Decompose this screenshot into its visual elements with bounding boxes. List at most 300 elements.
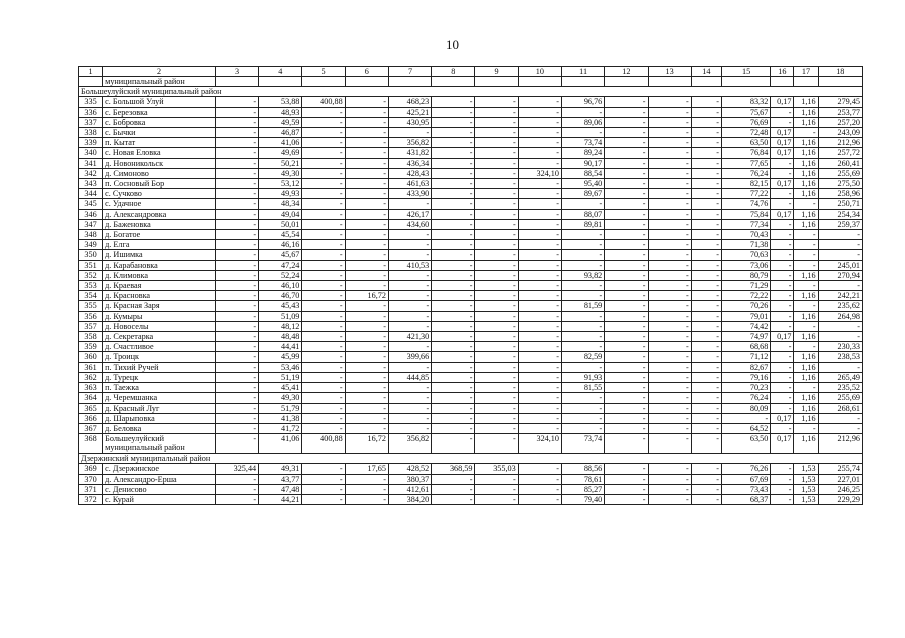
value-cell: - [302,117,345,127]
value-cell: - [561,128,604,138]
value-cell: - [215,168,258,178]
value-cell: - [605,332,648,342]
value-cell: - [648,332,691,342]
value-cell: - [518,474,561,484]
value-cell: - [605,383,648,393]
value-cell: - [818,230,862,240]
value-cell: 73,74 [561,138,604,148]
value-cell: - [648,250,691,260]
value-cell: - [648,281,691,291]
value-cell: 72,48 [721,128,770,138]
value-cell: - [215,352,258,362]
value-cell: - [518,128,561,138]
value-cell: 1,16 [794,413,818,423]
value-cell: - [518,352,561,362]
value-cell: - [345,179,388,189]
value-cell: - [691,352,721,362]
value-cell: - [691,403,721,413]
value-cell: - [388,423,431,433]
value-cell: - [794,383,818,393]
value-cell: - [518,494,561,504]
value-cell: - [518,138,561,148]
value-cell: - [605,158,648,168]
value-cell: 53,12 [259,179,302,189]
value-cell: - [605,107,648,117]
value-cell: - [388,281,431,291]
value-cell: - [605,494,648,504]
value-cell: 74,42 [721,321,770,331]
value-cell: - [605,393,648,403]
row-index: 368 [79,434,103,454]
value-cell: 0,17 [771,332,794,342]
value-cell: - [771,464,794,474]
value-cell: - [432,189,475,199]
value-cell: 64,52 [721,423,770,433]
value-cell: 89,06 [561,117,604,127]
value-cell: 50,01 [259,219,302,229]
value-cell: 235,62 [818,301,862,311]
value-cell: - [475,199,518,209]
value-cell: - [432,321,475,331]
value-cell: - [561,230,604,240]
value-cell: - [518,321,561,331]
value-cell: - [605,270,648,280]
empty-cell [432,77,475,87]
value-cell: - [794,301,818,311]
value-cell: 461,63 [388,179,431,189]
value-cell: - [605,128,648,138]
value-cell: 79,16 [721,372,770,382]
value-cell: 70,43 [721,230,770,240]
value-cell: 71,38 [721,240,770,250]
value-cell: - [302,209,345,219]
value-cell: - [648,321,691,331]
table-row [79,107,863,117]
value-cell: - [345,270,388,280]
row-index: 361 [79,362,103,372]
value-cell: - [215,128,258,138]
value-cell: 83,32 [721,97,770,107]
value-cell: 1,16 [794,107,818,117]
value-cell: - [691,484,721,494]
value-cell: - [432,158,475,168]
table-row [79,372,863,382]
value-cell: - [215,321,258,331]
value-cell: 268,61 [818,403,862,413]
locality-name: д. Секретарка [103,332,216,342]
column-header: 5 [302,67,345,77]
value-cell: 80,09 [721,403,770,413]
value-cell: 246,25 [818,484,862,494]
value-cell: - [302,484,345,494]
value-cell: 95,40 [561,179,604,189]
locality-name: д. Беловка [103,423,216,433]
value-cell: 257,72 [818,148,862,158]
value-cell: - [605,240,648,250]
row-index: 353 [79,281,103,291]
value-cell: 0,17 [771,179,794,189]
value-cell: - [432,423,475,433]
value-cell: 412,61 [388,484,431,494]
value-cell: - [432,281,475,291]
value-cell: - [432,148,475,158]
value-cell: - [345,352,388,362]
locality-name: д. Климовка [103,270,216,280]
value-cell: - [345,199,388,209]
value-cell: - [648,168,691,178]
value-cell: 425,21 [388,107,431,117]
value-cell: 90,17 [561,158,604,168]
value-cell: - [215,260,258,270]
value-cell: - [691,332,721,342]
table-row [79,240,863,250]
value-cell: - [475,352,518,362]
value-cell: - [345,260,388,270]
value-cell: 380,37 [388,474,431,484]
value-cell: - [561,332,604,342]
value-cell: 16,72 [345,291,388,301]
value-cell: - [561,250,604,260]
value-cell: - [475,332,518,342]
value-cell: 76,24 [721,393,770,403]
value-cell: - [691,260,721,270]
value-cell: - [215,250,258,260]
value-cell: - [518,484,561,494]
value-cell: 245,01 [818,260,862,270]
value-cell: 275,50 [818,179,862,189]
value-cell: - [345,403,388,413]
table-row [79,189,863,199]
locality-name: Большеулуйский муниципальный район [103,434,216,454]
value-cell: - [691,209,721,219]
locality-name: д. Турецк [103,372,216,382]
value-cell: - [605,189,648,199]
value-cell: - [771,352,794,362]
value-cell: 41,38 [259,413,302,423]
value-cell: 16,72 [345,434,388,454]
value-cell: - [818,250,862,260]
value-cell: - [215,209,258,219]
value-cell: 368,59 [432,464,475,474]
value-cell: 0,17 [771,413,794,423]
value-cell: - [302,352,345,362]
value-cell: - [561,413,604,423]
value-cell: 68,37 [721,494,770,504]
value-cell: - [561,240,604,250]
value-cell: - [345,474,388,484]
row-index: 356 [79,311,103,321]
value-cell: - [771,372,794,382]
value-cell: - [518,148,561,158]
value-cell: - [771,423,794,433]
column-header: 8 [432,67,475,77]
value-cell: 76,26 [721,464,770,474]
value-cell: 1,53 [794,494,818,504]
value-cell: - [302,240,345,250]
value-cell: - [518,219,561,229]
section-title: Большеулуйский муниципальный район [79,87,863,97]
value-cell: 51,79 [259,403,302,413]
value-cell: - [302,219,345,229]
empty-cell [388,77,431,87]
value-cell: 75,67 [721,107,770,117]
value-cell: - [475,250,518,260]
value-cell: - [432,311,475,321]
table-row [79,484,863,494]
value-cell: - [432,362,475,372]
value-cell: - [302,158,345,168]
value-cell: 1,16 [794,372,818,382]
table-row [79,230,863,240]
value-cell: - [432,403,475,413]
value-cell: 89,67 [561,189,604,199]
value-cell: - [475,97,518,107]
value-cell: - [432,301,475,311]
locality-name: д. Баженовка [103,219,216,229]
value-cell: - [302,281,345,291]
value-cell: - [518,250,561,260]
value-cell: 71,12 [721,352,770,362]
value-cell: - [475,434,518,454]
value-cell: - [388,128,431,138]
value-cell: - [794,230,818,240]
locality-name: д. Александровка [103,209,216,219]
value-cell: - [302,342,345,352]
value-cell: - [475,189,518,199]
value-cell: 88,56 [561,464,604,474]
value-cell: 356,82 [388,138,431,148]
value-cell: - [475,383,518,393]
value-cell: - [432,393,475,403]
value-cell: 1,16 [794,168,818,178]
value-cell: 421,30 [388,332,431,342]
value-cell: 71,29 [721,281,770,291]
value-cell: 324,10 [518,434,561,454]
value-cell: 47,48 [259,484,302,494]
value-cell: - [605,148,648,158]
value-cell: - [475,168,518,178]
value-cell: 79,01 [721,311,770,321]
value-cell: 253,77 [818,107,862,117]
value-cell: - [648,158,691,168]
locality-name: п. Тихий Ручей [103,362,216,372]
value-cell: - [691,321,721,331]
value-cell: - [691,138,721,148]
value-cell: 260,41 [818,158,862,168]
value-cell: - [475,393,518,403]
locality-name: д. Новоселы [103,321,216,331]
locality-name: д. Троицк [103,352,216,362]
table-row [79,97,863,107]
value-cell: - [345,138,388,148]
value-cell: 82,67 [721,362,770,372]
row-index: 345 [79,199,103,209]
value-cell: - [648,393,691,403]
value-cell: 431,82 [388,148,431,158]
column-header: 6 [345,67,388,77]
locality-name: с. Бобровка [103,117,216,127]
value-cell: - [302,393,345,403]
value-cell: - [561,342,604,352]
value-cell: - [605,230,648,240]
row-index: 362 [79,372,103,382]
value-cell: 91,93 [561,372,604,382]
value-cell: 44,41 [259,342,302,352]
column-header: 14 [691,67,721,77]
row-index: 364 [79,393,103,403]
value-cell: 80,79 [721,270,770,280]
value-cell: - [345,342,388,352]
value-cell: - [648,484,691,494]
value-cell: - [605,291,648,301]
value-cell: 254,34 [818,209,862,219]
value-cell: - [648,128,691,138]
value-cell: - [215,179,258,189]
empty-cell [79,77,103,87]
table-body [79,67,863,505]
value-cell: 45,43 [259,301,302,311]
empty-cell [345,77,388,87]
value-cell: - [691,158,721,168]
value-cell: - [345,107,388,117]
value-cell: 78,61 [561,474,604,484]
value-cell: - [605,209,648,219]
value-cell: - [475,372,518,382]
locality-name: д. Красная Заря [103,301,216,311]
value-cell: - [691,219,721,229]
value-cell: - [302,372,345,382]
column-header: 1 [79,67,103,77]
value-cell: - [518,270,561,280]
value-cell: - [648,138,691,148]
value-cell: - [302,291,345,301]
value-cell: 49,04 [259,209,302,219]
empty-cell [721,77,770,87]
column-header: 3 [215,67,258,77]
value-cell: - [648,270,691,280]
locality-name: д. Счастливое [103,342,216,352]
value-cell: 212,96 [818,434,862,454]
value-cell: - [648,148,691,158]
value-cell: - [771,281,794,291]
value-cell: - [432,97,475,107]
value-cell: - [518,342,561,352]
value-cell: 53,46 [259,362,302,372]
value-cell: 0,17 [771,209,794,219]
value-cell: - [302,301,345,311]
value-cell: - [605,168,648,178]
locality-name: д. Карабановка [103,260,216,270]
value-cell: - [302,189,345,199]
value-cell: - [215,117,258,127]
value-cell: 434,60 [388,219,431,229]
value-cell: 1,16 [794,434,818,454]
value-cell: 73,06 [721,260,770,270]
value-cell: - [648,117,691,127]
value-cell: - [345,301,388,311]
value-cell: - [561,199,604,209]
value-cell: - [215,362,258,372]
value-cell: - [432,219,475,229]
value-cell: - [605,281,648,291]
value-cell: - [432,383,475,393]
row-index: 350 [79,250,103,260]
table-row [79,219,863,229]
value-cell: - [605,413,648,423]
value-cell: 75,84 [721,209,770,219]
value-cell: - [432,291,475,301]
locality-name: д. Ишимка [103,250,216,260]
table-row [79,148,863,158]
value-cell: 428,52 [388,464,431,474]
value-cell: - [302,423,345,433]
table-row [79,413,863,423]
value-cell: - [818,281,862,291]
value-cell: - [345,240,388,250]
empty-cell [561,77,604,87]
value-cell: 68,68 [721,342,770,352]
value-cell: 255,69 [818,393,862,403]
value-cell: - [345,230,388,240]
value-cell: 45,54 [259,230,302,240]
value-cell: - [794,250,818,260]
value-cell: - [215,281,258,291]
value-cell: - [302,250,345,260]
value-cell: - [302,362,345,372]
value-cell: - [345,209,388,219]
value-cell: - [388,250,431,260]
table-row [79,270,863,280]
value-cell: 430,95 [388,117,431,127]
value-cell: - [648,342,691,352]
value-cell: - [771,168,794,178]
value-cell: - [648,301,691,311]
value-cell: 426,17 [388,209,431,219]
value-cell: 428,43 [388,168,431,178]
value-cell: - [215,240,258,250]
table-row [79,362,863,372]
value-cell: - [605,260,648,270]
value-cell: - [345,219,388,229]
value-cell: - [648,189,691,199]
value-cell: - [432,372,475,382]
value-cell: - [771,199,794,209]
value-cell: - [302,230,345,240]
value-cell: 76,24 [721,168,770,178]
value-cell: 48,93 [259,107,302,117]
value-cell: 1,16 [794,219,818,229]
row-index: 338 [79,128,103,138]
value-cell: - [691,230,721,240]
table-row [79,260,863,270]
value-cell: - [605,311,648,321]
value-cell: - [302,403,345,413]
value-cell: 45,67 [259,250,302,260]
value-cell: - [561,281,604,291]
value-cell: - [475,342,518,352]
value-cell: - [605,250,648,260]
empty-cell [818,77,862,87]
value-cell: - [691,434,721,454]
value-cell: - [302,474,345,484]
value-cell: - [432,413,475,423]
value-cell: - [691,97,721,107]
value-cell: - [818,240,862,250]
header-row [79,67,863,77]
value-cell: 324,10 [518,168,561,178]
value-cell: - [215,474,258,484]
column-header: 9 [475,67,518,77]
